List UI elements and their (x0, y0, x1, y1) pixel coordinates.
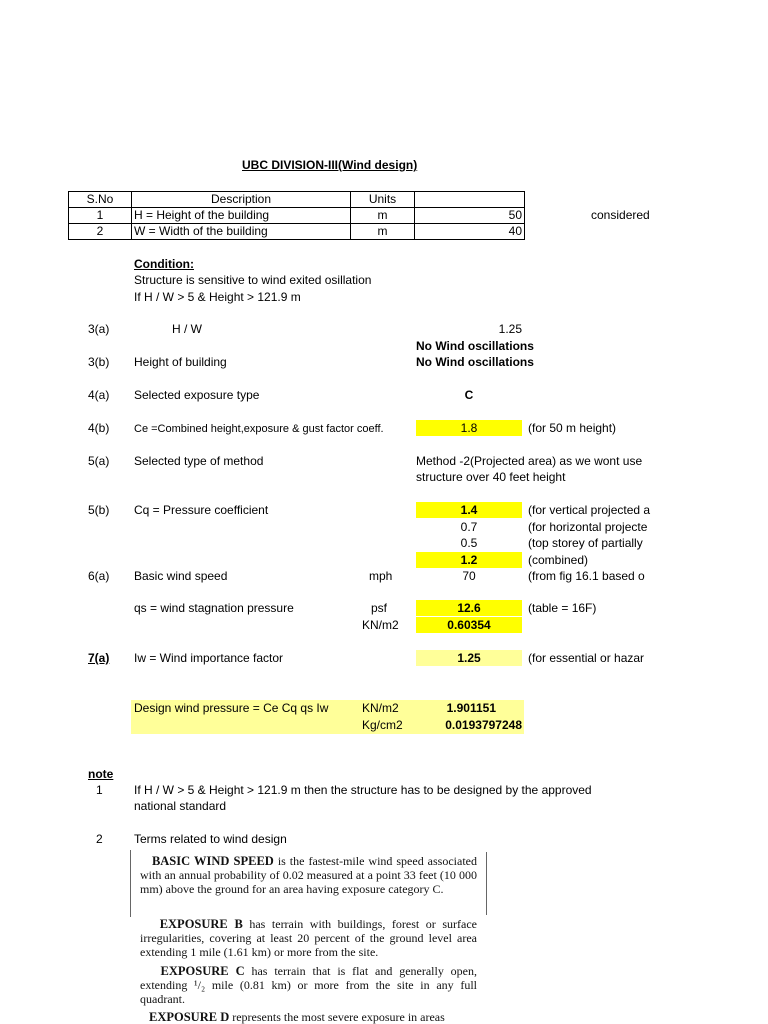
value-iw: 1.25 (416, 650, 522, 666)
unit-design-kg: Kg/cm2 (362, 718, 403, 732)
result-3b: No Wind oscillations (416, 355, 534, 369)
item-number-4b: 4(b) (88, 421, 110, 435)
excerpt-head: EXPOSURE D (149, 1010, 230, 1024)
excerpt-head: EXPOSURE C (160, 964, 245, 978)
label-iw: Iw = Wind importance factor (134, 651, 284, 665)
label-cq: Cq = Pressure coefficient (134, 503, 269, 517)
item-number-7a: 7(a) (88, 651, 110, 665)
note-2-number: 2 (96, 832, 103, 846)
note-heading: note (88, 767, 114, 781)
item-number-5b: 5(b) (88, 503, 110, 517)
note-wind-speed: (from fig 16.1 based o (528, 569, 645, 583)
value-exposure: C (464, 388, 474, 402)
value-cq-combined: 1.2 (416, 552, 522, 568)
unit-wind-speed: mph (369, 569, 393, 583)
row-sno: 1 (69, 208, 132, 224)
result-3a: No Wind oscillations (416, 339, 534, 353)
excerpt-body: has terrain with buildings, forest or surface irregularities, covering at least 20 percent of the ground level area extending 1 mile (1.61 km) or more from the site. (140, 917, 477, 959)
header-units: Units (351, 192, 415, 208)
row-unit: m (351, 208, 415, 224)
item-number-3b: 3(b) (88, 355, 110, 369)
excerpt-basic-wind-speed (140, 854, 477, 896)
excerpt-head: EXPOSURE B (159, 917, 243, 931)
unit-design-kn: KN/m2 (362, 701, 399, 715)
excerpt-body: represents the most severe exposure in areas (229, 1010, 445, 1024)
value-qs-kn: 0.60354 (416, 617, 522, 633)
note-cq-vertical: (for vertical projected a (528, 503, 651, 517)
value-design-kn: 1.901151 (446, 701, 496, 715)
row-unit: m (351, 224, 415, 240)
condition-line1: Structure is sensitive to wind exited osillation (134, 273, 372, 287)
value-qs-psf: 12.6 (416, 600, 522, 616)
excerpt-right-rule (486, 852, 487, 915)
value-cq-horizontal: 0.7 (460, 520, 478, 534)
row-value: 50 (415, 208, 525, 224)
label-design-pressure: Design wind pressure = Ce Cq qs Iw (134, 701, 329, 715)
note-cq-horizontal: (for horizontal projecte (528, 520, 648, 534)
item-number-6a: 6(a) (88, 569, 110, 583)
excerpt-head: BASIC WIND SPEED (151, 854, 274, 868)
condition-line2: If H / W > 5 & Height > 121.9 m (134, 290, 301, 304)
label-qs: qs = wind stagnation pressure (134, 601, 294, 615)
excerpt-body: has terrain that is flat and generally open, extending ¹/₂ mile (0.81 km) or more from the site in any full quadrant. (140, 964, 478, 1006)
excerpt-exposure-b (140, 917, 477, 959)
label-exposure: Selected exposure type (134, 388, 260, 402)
label-h-over-w: H / W (172, 322, 202, 336)
unit-qs-psf: psf (371, 601, 388, 615)
item-number-5a: 5(a) (88, 454, 110, 468)
label-ce: Ce =Combined height,exposure & gust factor coeff. (134, 423, 384, 435)
unit-qs-kn: KN/m2 (362, 618, 399, 632)
note-1-line1: If H / W > 5 & Height > 121.9 m then the structure has to be designed by the approved (134, 783, 592, 797)
excerpt-exposure-c (140, 964, 477, 1006)
label-method: Selected type of method (134, 454, 264, 468)
value-cq-top: 0.5 (460, 536, 478, 550)
note-1-line2: national standard (134, 799, 227, 813)
excerpt-exposure-d (140, 1010, 477, 1024)
row-sno: 2 (69, 224, 132, 240)
item-number-4a: 4(a) (88, 388, 110, 402)
note-ce: (for 50 m height) (528, 421, 617, 435)
note-method-2: structure over 40 feet height (416, 470, 566, 484)
condition-heading: Condition: (134, 257, 194, 271)
table-header-row (69, 192, 525, 208)
note-method-1: Method -2(Projected area) as we wont use (416, 454, 643, 468)
note-cq-combined: (combined) (528, 553, 589, 567)
label-height: Height of building (134, 355, 227, 369)
note-1-number: 1 (96, 783, 103, 797)
value-ce: 1.8 (416, 420, 522, 436)
note-cq-top: (top storey of partially (528, 536, 643, 550)
row-description: H = Height of the building (132, 208, 351, 224)
value-design-kg: 0.0193797248 (445, 718, 522, 732)
page-title: UBC DIVISION-III(Wind design) (242, 158, 418, 172)
note-iw: (for essential or hazar (528, 651, 645, 665)
table-row (69, 208, 525, 224)
note-2-text: Terms related to wind design (134, 832, 287, 846)
excerpt-body: is the fastest-mile wind speed associated with an annual probability of 0.02 measured at a point 33 feet (10 000 mm) above the ground for an area having exposure category C. (140, 854, 477, 896)
header-description: Description (132, 192, 351, 208)
row-note-considered: considered (591, 208, 650, 222)
excerpt-left-rule (130, 850, 131, 917)
value-cq-vertical: 1.4 (416, 502, 522, 518)
label-wind-speed: Basic wind speed (134, 569, 228, 583)
row-description: W = Width of the building (132, 224, 351, 240)
note-qs: (table = 16F) (528, 601, 597, 615)
header-value (415, 192, 525, 208)
value-wind-speed: 70 (462, 569, 476, 583)
header-sno: S.No (69, 192, 132, 208)
input-table (68, 191, 525, 240)
table-row (69, 224, 525, 240)
row-value: 40 (415, 224, 525, 240)
value-h-over-w: 1.25 (498, 322, 522, 336)
item-number-3a: 3(a) (88, 322, 110, 336)
